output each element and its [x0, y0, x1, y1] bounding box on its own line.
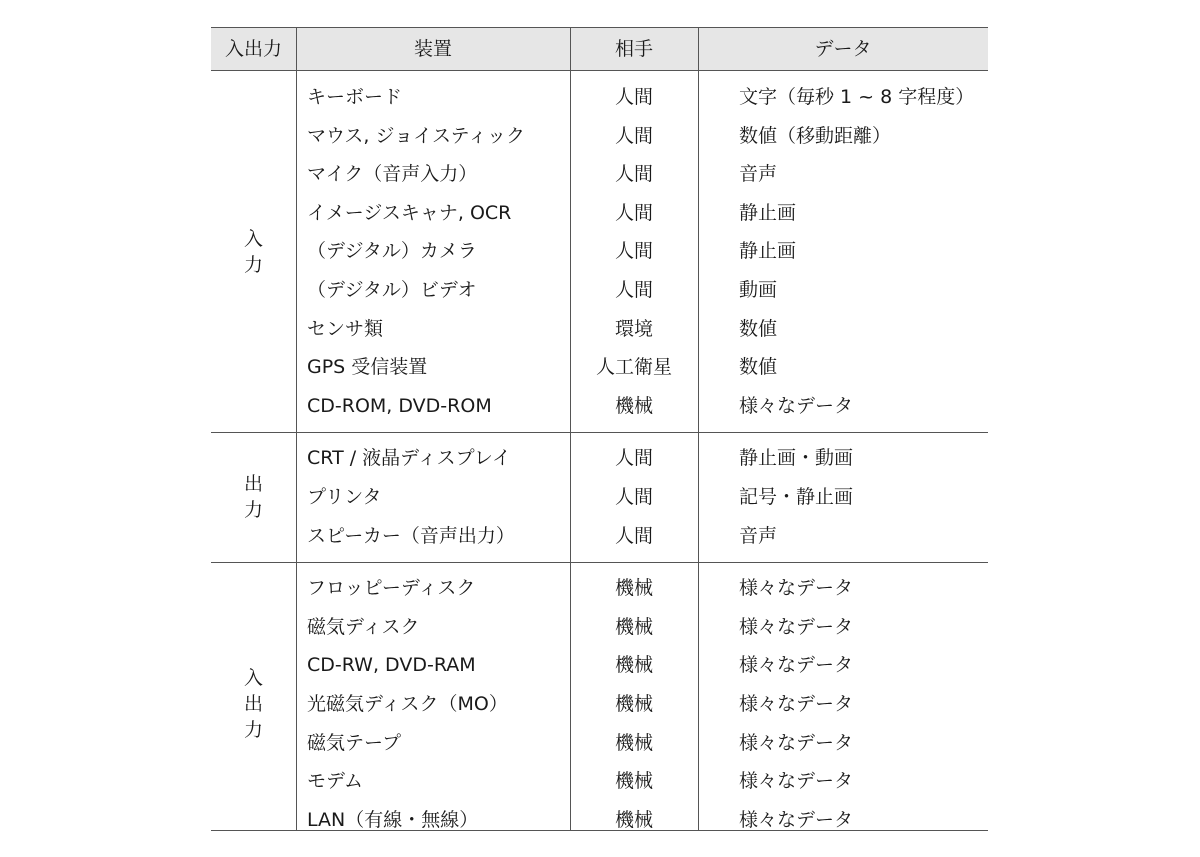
table-row [211, 155, 988, 193]
category-char: 力 [243, 719, 263, 742]
partner-cell: 機械 [614, 615, 653, 638]
partner-cell: 機械 [614, 770, 653, 793]
data-cell: 数値 [739, 317, 778, 340]
partner-cell: 人間 [614, 163, 653, 186]
data-cell: 様々なデータ [739, 808, 854, 831]
data-cell: 様々なデータ [739, 615, 854, 638]
table-row [211, 724, 988, 762]
device-cell: LAN（有線・無線） [307, 808, 479, 831]
category-cell [211, 432, 296, 562]
table-row [211, 608, 988, 646]
table-row [211, 117, 988, 155]
table-header [211, 28, 988, 71]
table-row [211, 387, 988, 425]
partner-cell: 人間 [614, 240, 653, 263]
column-divider [698, 28, 699, 830]
device-cell: マウス, ジョイスティック [307, 124, 526, 147]
io-device-table [211, 27, 988, 831]
partner-cell: 機械 [614, 731, 653, 754]
device-cell: フロッピーディスク [307, 577, 476, 600]
data-cell: 様々なデータ [739, 770, 854, 793]
partner-cell: 環境 [614, 317, 653, 340]
data-cell: 様々なデータ [739, 731, 854, 754]
data-cell: 動画 [739, 279, 778, 301]
partner-cell: 人間 [614, 279, 653, 301]
data-cell: 文字（毎秒 1 ~ 8 字程度） [739, 86, 975, 108]
header-device: 装置 [413, 38, 452, 60]
category-char: 入 [243, 667, 263, 690]
partner-cell: 人間 [614, 447, 653, 470]
partner-cell: 人工衛星 [595, 356, 672, 379]
device-cell: イメージスキャナ, OCR [307, 201, 512, 224]
data-cell: 静止画 [739, 201, 797, 224]
partner-cell: 機械 [614, 654, 653, 677]
table-row [211, 271, 988, 309]
device-cell: モデム [307, 770, 364, 793]
data-cell: 静止画 [739, 240, 797, 263]
device-cell: 磁気ディスク [307, 615, 420, 638]
device-cell: センサ類 [307, 317, 384, 340]
category-char: 出 [243, 693, 263, 716]
table-row [211, 685, 988, 723]
table-row [211, 801, 988, 839]
data-cell: 様々なデータ [739, 654, 854, 677]
partner-cell: 人間 [614, 124, 653, 147]
data-cell: 静止画・動画 [739, 447, 854, 470]
device-cell: スピーカー（音声出力） [307, 524, 515, 547]
data-cell: 音声 [739, 163, 778, 186]
device-cell: （デジタル）カメラ [307, 240, 477, 263]
partner-cell: 機械 [614, 808, 653, 831]
device-cell: CRT / 液晶ディスプレイ [307, 447, 511, 470]
table-row [211, 348, 988, 386]
category-char: 力 [243, 499, 263, 522]
partner-cell: 人間 [614, 201, 653, 224]
device-cell: GPS 受信装置 [307, 356, 428, 379]
table-row [211, 478, 988, 516]
partner-cell: 機械 [614, 693, 653, 715]
column-divider [296, 28, 297, 830]
category-char: 出 [243, 473, 263, 496]
table-row [211, 517, 988, 555]
partner-cell: 機械 [614, 577, 653, 600]
partner-cell: 人間 [614, 86, 653, 108]
table-row [211, 569, 988, 607]
column-divider [570, 28, 571, 830]
device-cell: （デジタル）ビデオ [307, 279, 477, 301]
data-cell: 数値 [739, 356, 778, 379]
data-cell: 様々なデータ [739, 394, 854, 417]
data-cell: 数値（移動距離） [739, 124, 892, 147]
table-row [211, 78, 988, 116]
header-category: 入出力 [224, 38, 282, 60]
partner-cell: 人間 [614, 524, 653, 547]
table-row [211, 646, 988, 684]
table-row [211, 762, 988, 800]
device-cell: 光磁気ディスク（MO） [307, 693, 508, 715]
section-separator [211, 562, 988, 563]
header-partner: 相手 [614, 38, 653, 60]
category-char: 力 [243, 253, 263, 276]
device-cell: 磁気テープ [307, 731, 402, 754]
category-char: 入 [243, 227, 263, 250]
table-row [211, 310, 988, 348]
table-row [211, 439, 988, 477]
device-cell: CD-ROM, DVD-ROM [307, 394, 492, 417]
category-cell [211, 71, 296, 432]
table-row [211, 232, 988, 270]
device-cell: キーボード [307, 86, 403, 108]
device-cell: マイク（音声入力） [307, 163, 478, 186]
category-cell [211, 562, 296, 846]
device-cell: CD-RW, DVD-RAM [307, 654, 476, 677]
table-row [211, 194, 988, 232]
partner-cell: 人間 [614, 486, 653, 508]
partner-cell: 機械 [614, 394, 653, 417]
section-separator [211, 432, 988, 433]
header-data: データ [814, 38, 872, 60]
data-cell: 記号・静止画 [739, 486, 854, 508]
data-cell: 様々なデータ [739, 693, 854, 715]
device-cell: プリンタ [307, 486, 382, 508]
data-cell: 音声 [739, 524, 778, 547]
data-cell: 様々なデータ [739, 577, 854, 600]
